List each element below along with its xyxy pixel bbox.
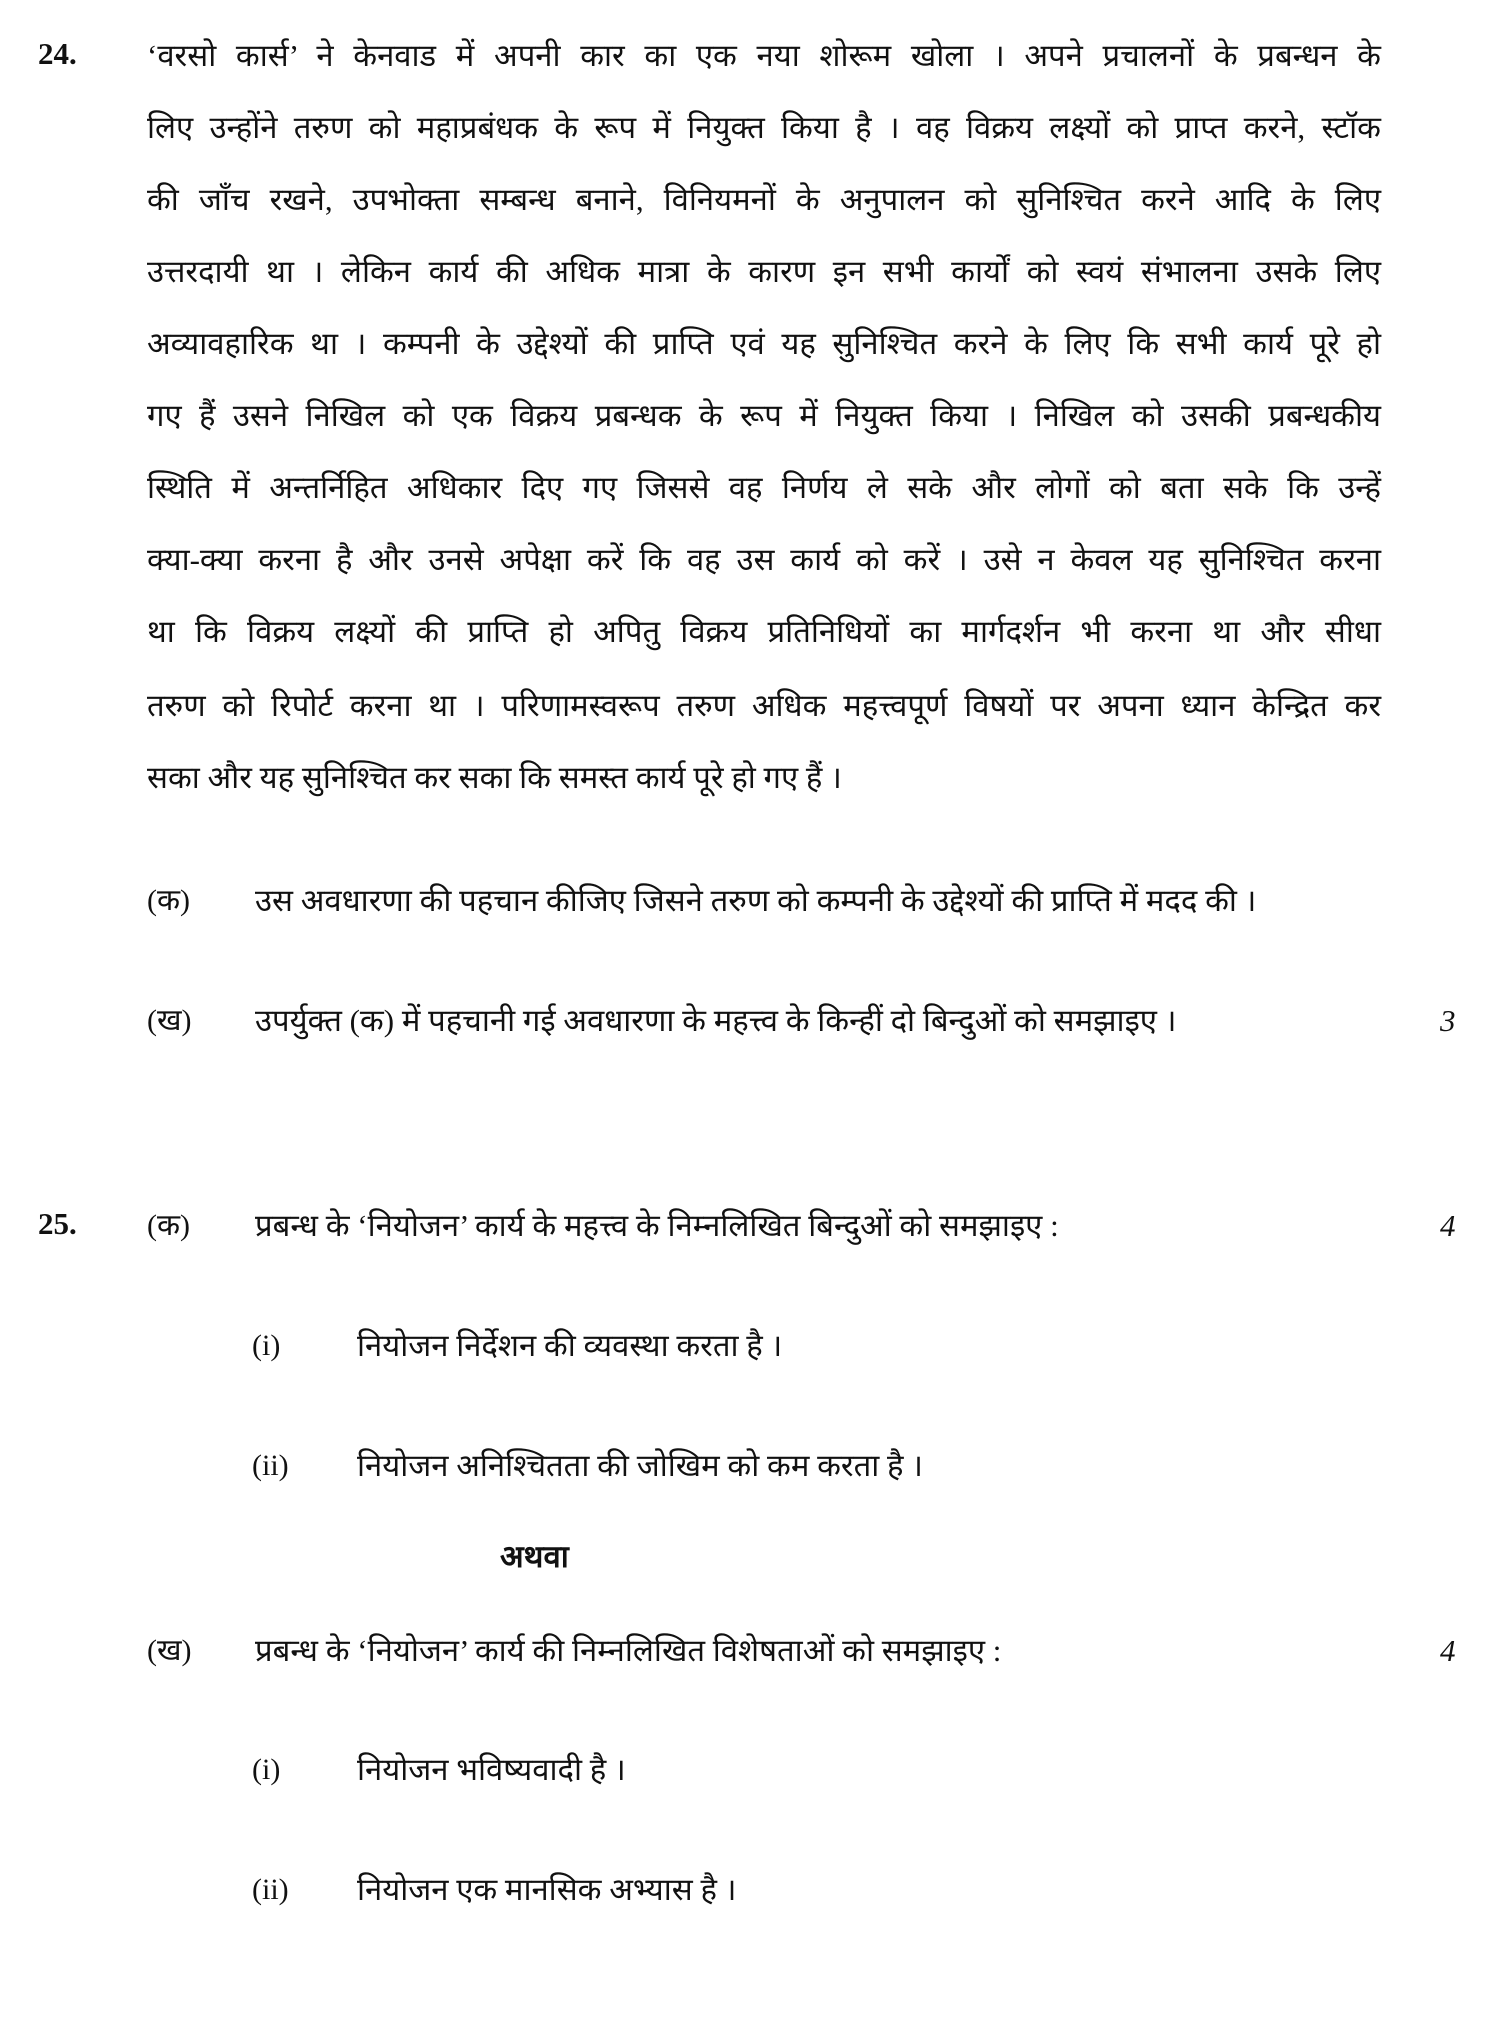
question-number: 25.	[38, 1206, 77, 1241]
or-label: अथवा	[500, 1539, 569, 1574]
paragraph-line: ‘वरसो कार्स’ ने केनवाड में अपनी कार का एक नया शोरूम खोला । अपने प्रचालनों के प्रबन्धन के	[147, 38, 1381, 73]
paragraph-line: लिए उन्होंने तरुण को महाप्रबंधक के रूप में नियुक्त किया है । वह विक्रय लक्ष्यों को प्राप्त करने, स्टॉक	[147, 110, 1381, 145]
item-text: नियोजन भविष्यवादी है ।	[357, 1752, 626, 1787]
marks: 4	[1440, 1208, 1456, 1243]
paragraph-line: क्या-क्या करना है और उनसे अपेक्षा करें कि वह उस कार्य को करें । उसे न केवल यह सुनिश्चित करना	[147, 542, 1381, 577]
paragraph-line: था कि विक्रय लक्ष्यों की प्राप्ति हो अपितु विक्रय प्रतिनिधियों का मार्गदर्शन भी करना था और सीधा	[147, 614, 1381, 649]
paragraph-line: उत्तरदायी था । लेकिन कार्य की अधिक मात्रा के कारण इन सभी कार्यों को स्वयं संभालना उसके लिए	[147, 254, 1381, 289]
part-text: प्रबन्ध के ‘नियोजन’ कार्य की निम्नलिखित विशेषताओं को समझाइए :	[255, 1633, 1002, 1668]
paragraph-line: स्थिति में अन्तर्निहित अधिकार दिए गए जिससे वह निर्णय ले सके और लोगों को बता सके कि उन्हें	[147, 470, 1381, 505]
item-label: (i)	[252, 1329, 281, 1362]
item-label: (ii)	[252, 1873, 289, 1906]
part-label: (क)	[147, 1209, 191, 1242]
paragraph-line: अव्यावहारिक था । कम्पनी के उद्देश्यों की प्राप्ति एवं यह सुनिश्चित करने के लिए कि सभी कार्य पूरे हो	[147, 326, 1381, 361]
paragraph-line: सका और यह सुनिश्चित कर सका कि समस्त कार्य पूरे हो गए हैं ।	[147, 760, 842, 795]
paragraph-line: गए हैं उसने निखिल को एक विक्रय प्रबन्धक के रूप में नियुक्त किया । निखिल को उसकी प्रबन्धकीय	[147, 398, 1381, 433]
item-label: (ii)	[252, 1449, 289, 1482]
part-label: (ख)	[147, 1004, 192, 1037]
part-text: उपर्युक्त (क) में पहचानी गई अवधारणा के महत्त्व के किन्हीं दो बिन्दुओं को समझाइए ।	[255, 1003, 1177, 1038]
item-text: नियोजन एक मानसिक अभ्यास है ।	[357, 1872, 737, 1907]
item-label: (i)	[252, 1753, 281, 1786]
marks: 4	[1440, 1633, 1456, 1668]
part-text: प्रबन्ध के ‘नियोजन’ कार्य के महत्त्व के निम्नलिखित बिन्दुओं को समझाइए :	[255, 1208, 1059, 1243]
part-text: उस अवधारणा की पहचान कीजिए जिसने तरुण को कम्पनी के उद्देश्यों की प्राप्ति में मदद की ।	[255, 883, 1257, 918]
part-label: (क)	[147, 884, 191, 917]
marks: 3	[1440, 1003, 1456, 1038]
paragraph-line: की जाँच रखने, उपभोक्ता सम्बन्ध बनाने, विनियमनों के अनुपालन को सुनिश्चित करने आदि के लिए	[147, 182, 1381, 217]
item-text: नियोजन अनिश्चितता की जोखिम को कम करता है ।	[357, 1448, 923, 1483]
item-text: नियोजन निर्देशन की व्यवस्था करता है ।	[357, 1328, 783, 1363]
paragraph-line: तरुण को रिपोर्ट करना था । परिणामस्वरूप तरुण अधिक महत्त्वपूर्ण विषयों पर अपना ध्यान केन्द्रित कर	[147, 688, 1381, 723]
part-label: (ख)	[147, 1634, 192, 1667]
question-number: 24.	[38, 36, 77, 71]
